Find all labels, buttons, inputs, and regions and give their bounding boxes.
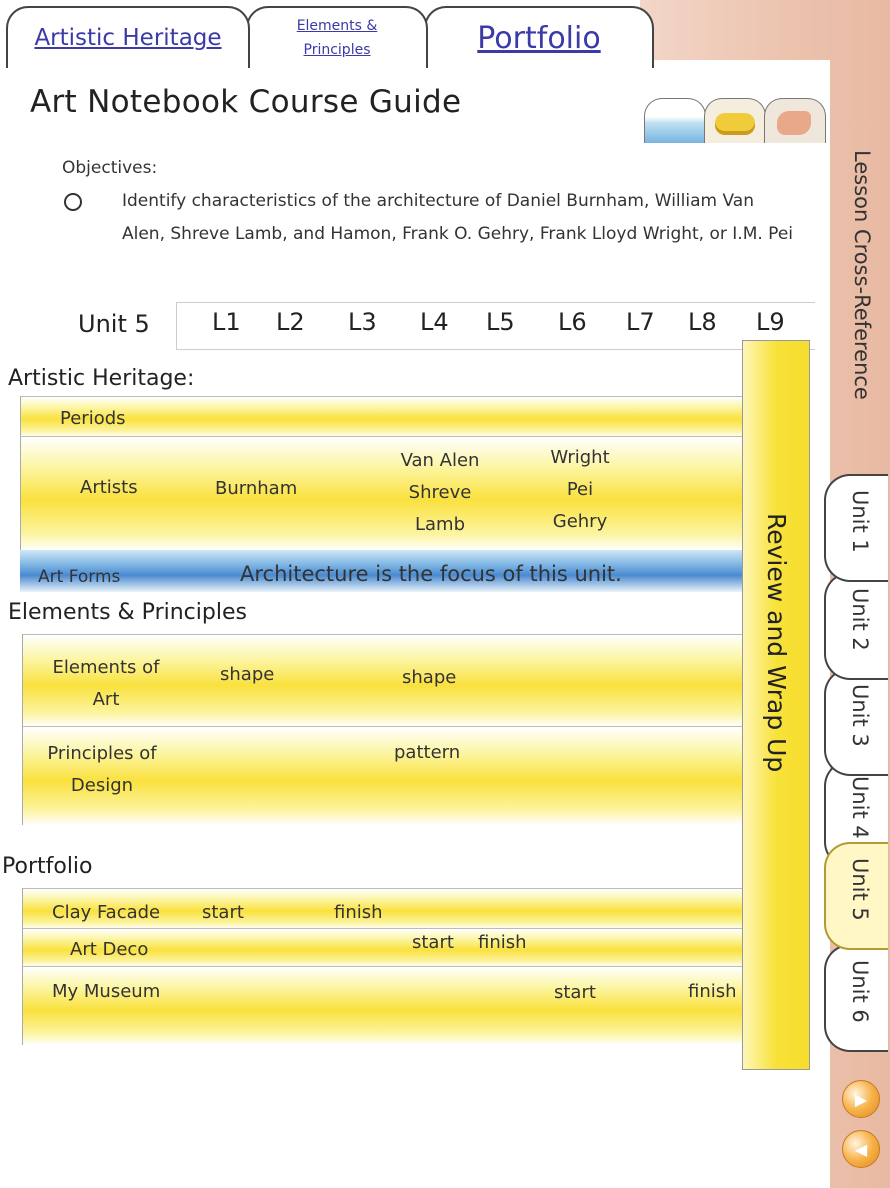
elements-label-1: Elements of (52, 657, 160, 678)
tab-elements-label-1: Elements & (296, 18, 378, 34)
lesson-l4: L4 (420, 308, 449, 336)
artist-wright: Wright (550, 447, 610, 468)
clay-facade-finish: finish (334, 902, 383, 923)
tab-elements-principles[interactable] (246, 6, 428, 68)
lesson-l8: L8 (688, 308, 717, 336)
bullet-circle-icon (64, 193, 82, 211)
art-deco-finish: finish (478, 932, 527, 953)
art-deco-label: Art Deco (70, 939, 149, 960)
element-shape-l4: shape (402, 667, 457, 688)
tab-portfolio[interactable] (424, 6, 654, 68)
my-museum-label: My Museum (52, 981, 161, 1002)
side-tab-unit-6[interactable] (824, 944, 888, 1052)
section-portfolio: Portfolio (2, 854, 93, 879)
element-shape-l1: shape (220, 664, 275, 685)
play-right-icon[interactable]: ▶ (842, 1080, 880, 1118)
side-tab-unit-2-label: Unit 2 (848, 588, 872, 651)
lesson-l7: L7 (626, 308, 655, 336)
lesson-l3: L3 (348, 308, 377, 336)
side-tab-unit-3[interactable] (824, 668, 888, 776)
artist-shreve: Shreve (408, 482, 472, 503)
principles-label-2: Design (70, 775, 134, 796)
side-title-text: Lesson Cross-Reference (850, 150, 874, 400)
artist-gehry: Gehry (552, 511, 608, 532)
artist-van-alen: Van Alen (400, 450, 480, 471)
tab-portfolio-label: Portfolio (477, 20, 601, 56)
principle-pattern-l4: pattern (394, 742, 461, 763)
tab-artistic-heritage[interactable] (6, 6, 250, 68)
clay-facade-start: start (202, 902, 244, 923)
lesson-l2: L2 (276, 308, 305, 336)
art-deco-start: start (412, 932, 454, 953)
my-museum-start: start (554, 982, 596, 1003)
artist-pei: Pei (566, 479, 594, 500)
periods-label: Periods (60, 408, 126, 429)
lesson-l1: L1 (212, 308, 241, 336)
objectives-label: Objectives: (62, 158, 158, 178)
my-museum-finish: finish (688, 981, 737, 1002)
side-tab-unit-4-label: Unit 4 (848, 776, 872, 839)
art-forms-label: Art Forms (38, 567, 121, 587)
artist-burnham: Burnham (215, 478, 298, 499)
review-and-wrap-up-column (742, 340, 810, 1070)
lesson-cross-reference-title (838, 150, 874, 440)
section-artistic-heritage: Artistic Heritage: (8, 366, 195, 391)
play-left-icon[interactable]: ◀ (842, 1130, 880, 1168)
lesson-l5: L5 (486, 308, 515, 336)
tab-elements-label-2: Principles (303, 42, 371, 58)
side-tab-unit-5[interactable] (824, 842, 888, 950)
sponge-icon[interactable] (704, 98, 766, 143)
elements-label-2: Art (92, 689, 120, 710)
section-elements-principles: Elements & Principles (8, 600, 247, 625)
principles-label-1: Principles of (47, 743, 157, 764)
artist-lamb: Lamb (414, 514, 466, 535)
clay-facade-label: Clay Facade (52, 902, 161, 923)
objective-text: Identify characteristics of the architecture of Daniel Burnham, William Van Alen, Shreve Lamb, and Hamon, Frank O. Gehry, Frank Lloyd Wright, or I.M. Pei (122, 191, 794, 244)
lesson-l9: L9 (756, 308, 785, 336)
art-forms-note: Architecture is the focus of this unit. (240, 562, 622, 586)
hand-icon[interactable] (764, 98, 826, 143)
side-tab-unit-1-label: Unit 1 (848, 490, 872, 553)
artists-label: Artists (80, 477, 138, 498)
unit-label: Unit 5 (78, 310, 150, 338)
review-and-wrap-up-label: Review and Wrap Up (762, 513, 791, 773)
side-tab-unit-3-label: Unit 3 (848, 684, 872, 747)
side-tab-unit-5-label: Unit 5 (848, 858, 872, 921)
sky-icon[interactable] (644, 98, 706, 143)
side-tab-unit-1[interactable] (824, 474, 888, 582)
side-tab-unit-6-label: Unit 6 (848, 960, 872, 1023)
page-title: Art Notebook Course Guide (30, 84, 462, 120)
tab-artistic-heritage-label: Artistic Heritage (34, 25, 222, 51)
periods-row (20, 396, 743, 437)
lesson-l6: L6 (558, 308, 587, 336)
side-tab-unit-2[interactable] (824, 572, 888, 680)
